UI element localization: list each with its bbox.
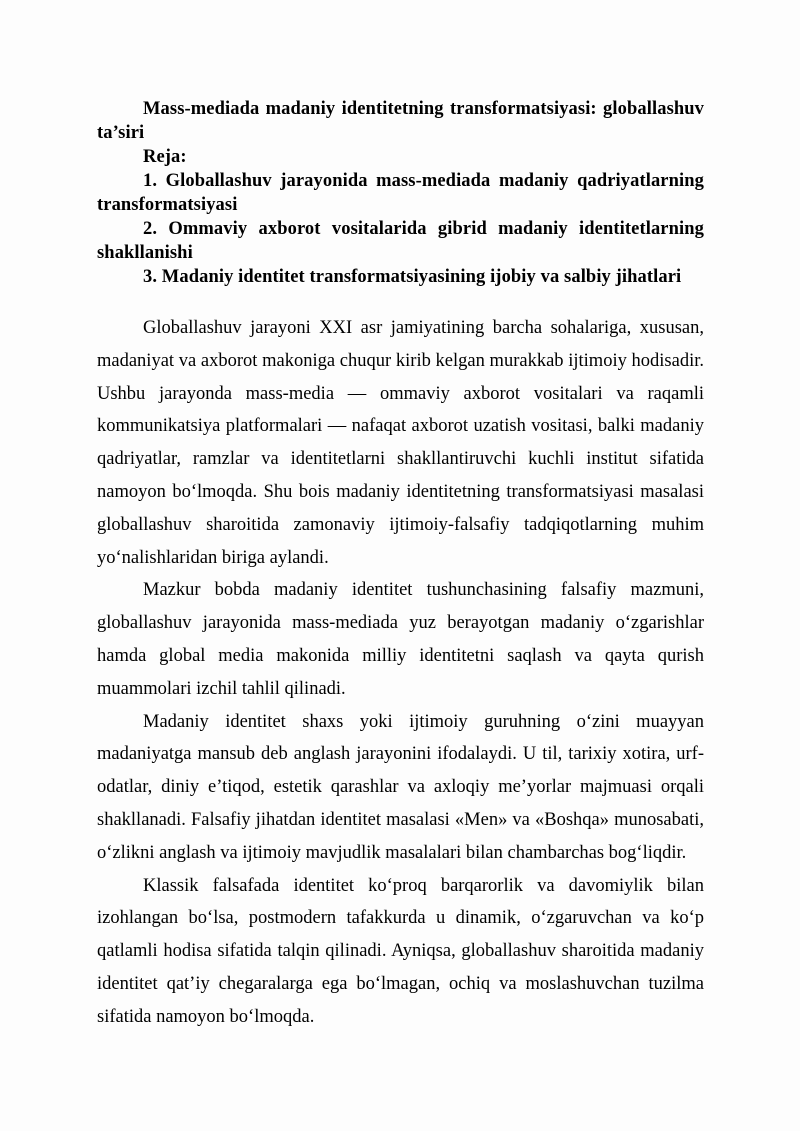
body-paragraph-3: Madaniy identitet shaxs yoki ijtimoiy guruhning o‘zini muayyan madaniyatga mansub deb anglash jarayonini ifodalaydi. U til, tarixiy xotira, urf-odatlar, diniy e’tiqod, estetik qarashlar va axloqiy me’yorlar majmuasi orqali shakllanadi. Falsafiy jihatdan identitet masalasi «Men» va «Boshqa» munosabati, o‘zlikni anglash va ijtimoiy mavjudlik masalalari bilan chambarchas bog‘liqdir. [97,711,704,863]
document-title: Mass-mediada madaniy identitetning transformatsiyasi: globallashuv ta’siri [97,99,704,143]
plan-item-1: 1. Globallashuv jarayonida mass-mediada madaniy qadriyatlarning transformatsiyasi [97,171,704,215]
plan-item-3: 3. Madaniy identitet transformatsiyasining ijobiy va salbiy jihatlari [143,267,682,287]
plan-label: Reja: [143,147,187,167]
document-heading [97,97,704,289]
document-body [97,312,704,1034]
body-paragraph-2: Mazkur bobda madaniy identitet tushunchasining falsafiy mazmuni, globallashuv jarayonida mass-mediada yuz berayotgan madaniy o‘zgarishlar hamda global media makonida milliy identitetni saqlash va qayta qurish muammolari izchil tahlil qilinadi. [97,580,704,699]
body-paragraph-4: Klassik falsafada identitet ko‘proq barqarorlik va davomiylik bilan izohlangan bo‘lsa, postmodern tafakkurda u dinamik, o‘zgaruvchan va ko‘p qatlamli hodisa sifatida talqin qilinadi. Ayniqsa, globallashuv sharoitida madaniy identitet qat’iy chegaralarga ega bo‘lmagan, ochiq va moslashuvchan tuzilma sifatida namoyon bo‘lmoqda. [97,875,704,1027]
body-paragraph-1: Globallashuv jarayoni XXI asr jamiyatining barcha sohalariga, xususan, madaniyat va axborot makoniga chuqur kirib kelgan murakkab ijtimoiy hodisadir. Ushbu jarayonda mass-media — ommaviy axborot vositalari va raqamli kommunikatsiya platformalari — nafaqat axborot uzatish vositasi, balki madaniy qadriyatlar, ramzlar va identitetlarni shakllantiruvchi kuchli institut sifatida namoyon bo‘lmoqda. Shu bois madaniy identitetning transformatsiyasi masalasi globallashuv sharoitida zamonaviy ijtimoiy-falsafiy tadqiqotlarning muhim yo‘nalishlaridan biriga aylandi. [97,318,704,568]
plan-item-2: 2. Ommaviy axborot vositalarida gibrid madaniy identitetlarning shakllanishi [97,219,704,263]
